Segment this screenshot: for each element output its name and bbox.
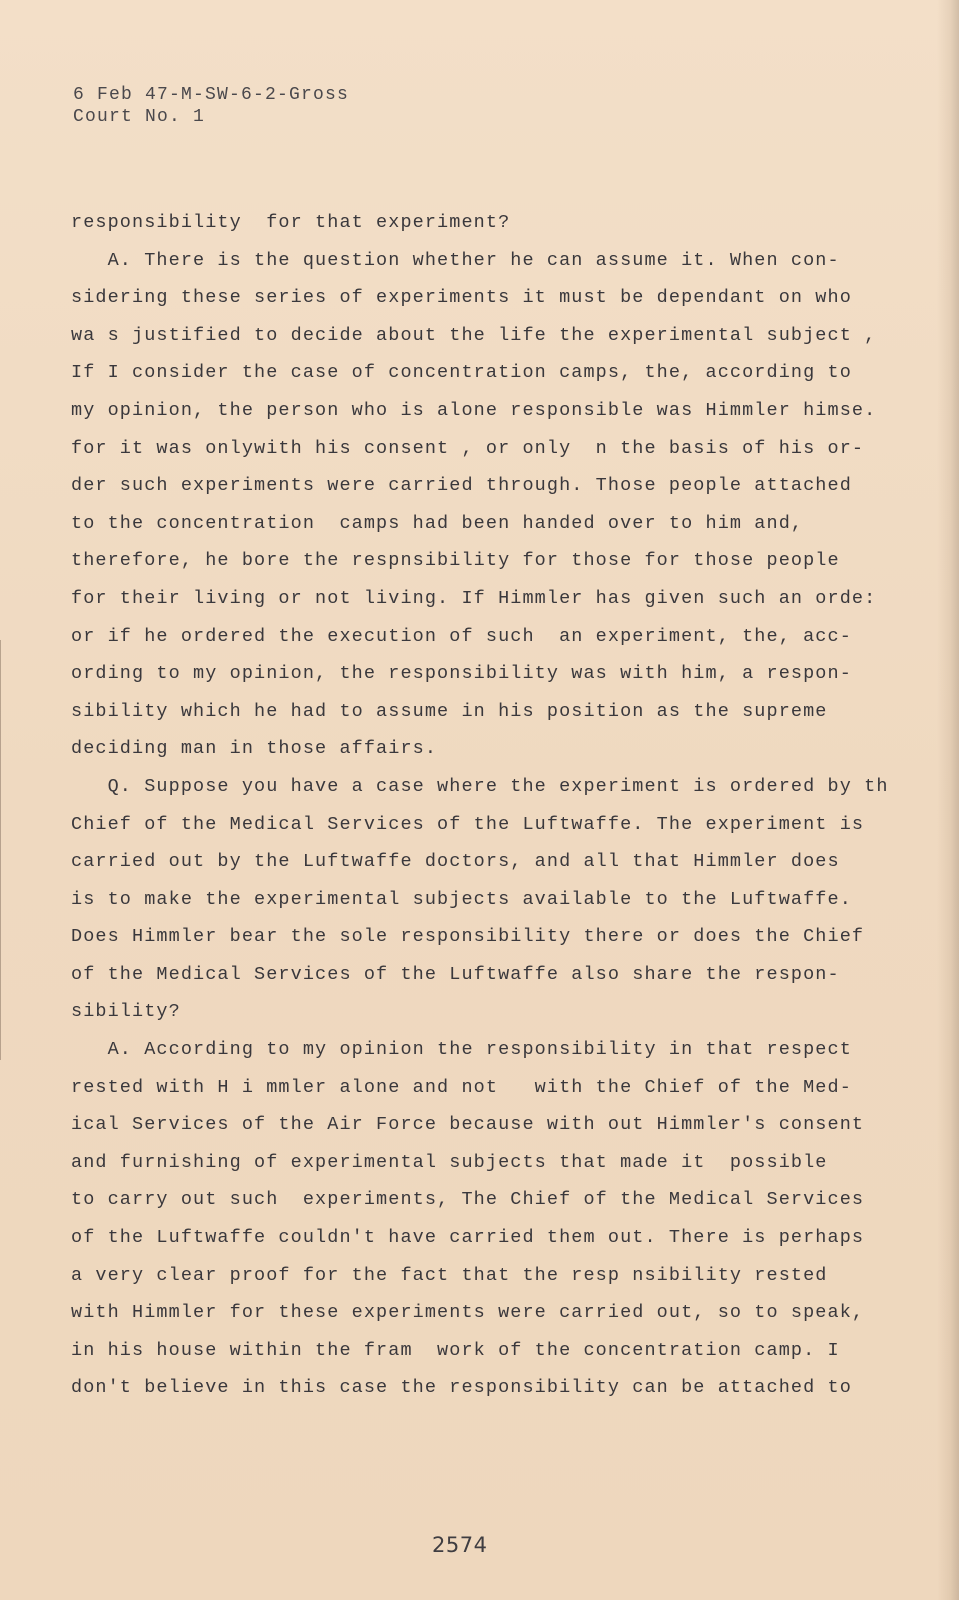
text-line: is to make the experimental subjects available to the Luftwaffe. <box>71 888 852 910</box>
text-line: to the concentration camps had been handed over to him and, <box>71 512 804 534</box>
header-court: Court No. 1 <box>73 107 206 127</box>
paper-edge-shadow <box>937 0 959 1600</box>
text-line: deciding man in those affairs. <box>71 738 438 760</box>
text-line: If I consider the case of concentration camps, the, according to <box>71 362 852 384</box>
text-line: a very clear proof for the fact that the resp nsibility rested <box>71 1264 828 1286</box>
text-line: ical Services of the Air Force because with out Himmler's consent <box>71 1114 865 1136</box>
text-line: for it was onlywith his consent , or only n the basis of his or- <box>71 437 865 459</box>
page-number: 2574 <box>432 1533 488 1557</box>
text-line: sibility? <box>71 1001 181 1023</box>
text-line: A. There is the question whether he can assume it. When con- <box>71 249 840 271</box>
header-reference: 6 Feb 47-M-SW-6-2-Gross <box>73 85 350 105</box>
text-line: ording to my opinion, the responsibility was with him, a respon- <box>71 663 852 685</box>
text-line: Q. Suppose you have a case where the experiment is ordered by th <box>71 775 889 797</box>
text-line: wa s justified to decide about the life the experimental subject , <box>71 324 877 346</box>
text-line: of the Luftwaffe couldn't have carried them out. There is perhaps <box>71 1227 865 1249</box>
text-line: sidering these series of experiments it must be dependant on who <box>71 287 852 309</box>
text-line: for their living or not living. If Himmler has given such an orde: <box>71 587 877 609</box>
text-line: my opinion, the person who is alone responsible was Himmler himse. <box>71 399 877 421</box>
text-line: Chief of the Medical Services of the Luftwaffe. The experiment is <box>71 813 865 835</box>
text-line: responsibility for that experiment? <box>71 212 511 233</box>
text-line: don't believe in this case the responsibility can be attached to <box>71 1377 852 1399</box>
text-line: of the Medical Services of the Luftwaffe also share the respon- <box>71 963 840 985</box>
text-line: rested with H i mmler alone and not with the Chief of the Med- <box>71 1076 852 1098</box>
text-line: or if he ordered the execution of such an experiment, the, acc- <box>71 625 852 647</box>
text-line: carried out by the Luftwaffe doctors, and all that Himmler does <box>71 851 840 873</box>
paper-left-crease <box>0 640 5 1060</box>
document-header <box>73 84 349 128</box>
text-line: der such experiments were carried through. Those people attached <box>71 475 852 497</box>
text-line: in his house within the fram work of the concentration camp. I <box>71 1339 840 1361</box>
text-line: Does Himmler bear the sole responsibility there or does the Chief <box>71 926 865 948</box>
text-line: therefore, he bore the respnsibility for those for those people <box>71 550 840 572</box>
text-line: to carry out such experiments, The Chief of the Medical Services <box>71 1189 865 1211</box>
text-line: sibility which he had to assume in his position as the supreme <box>71 700 828 722</box>
text-line: A. According to my opinion the responsibility in that respect <box>71 1039 852 1061</box>
text-line: and furnishing of experimental subjects that made it possible <box>71 1151 828 1173</box>
transcript-body <box>71 204 889 1407</box>
text-line: with Himmler for these experiments were carried out, so to speak, <box>71 1302 865 1324</box>
